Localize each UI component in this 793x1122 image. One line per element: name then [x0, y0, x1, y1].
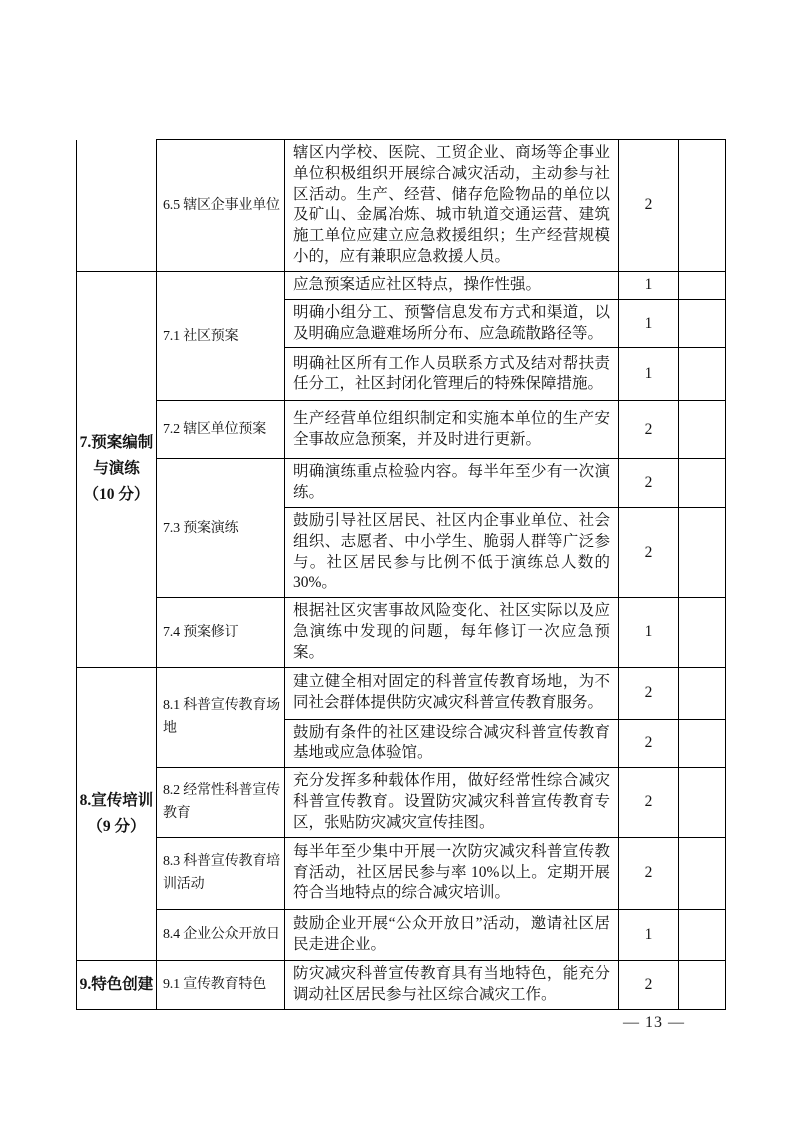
- item-label: 8.2 经常性科普宣传教育: [157, 768, 285, 837]
- score-value: 1: [619, 909, 679, 960]
- mark-cell: [679, 348, 726, 401]
- mark-cell: [679, 271, 726, 299]
- category-cell: [77, 140, 157, 272]
- score-value: 2: [619, 459, 679, 508]
- evaluation-table: [76, 139, 726, 1010]
- category-cell: 7.预案编制与演练（10 分）: [77, 271, 157, 667]
- mark-cell: [679, 140, 726, 272]
- mark-cell: [679, 960, 726, 1009]
- score-value: 1: [619, 299, 679, 348]
- item-label: 8.1 科普宣传教育场地: [157, 667, 285, 768]
- criterion-text: 根据社区灾害事故风险变化、社区实际以及应急演练中发现的问题，每年修订一次应急预案。: [285, 598, 619, 667]
- mark-cell: [679, 837, 726, 909]
- criterion-text: 明确演练重点检验内容。每半年至少有一次演练。: [285, 459, 619, 508]
- mark-cell: [679, 598, 726, 667]
- score-value: 2: [619, 960, 679, 1009]
- score-value: 1: [619, 348, 679, 401]
- criterion-text: 建立健全相对固定的科普宣传教育场地，为不同社会群体提供防灾减灾科普宣传教育服务。: [285, 667, 619, 719]
- item-label: 7.3 预案演练: [157, 459, 285, 598]
- mark-cell: [679, 719, 726, 768]
- score-value: 2: [619, 719, 679, 768]
- item-label: 7.4 预案修订: [157, 598, 285, 667]
- score-value: 1: [619, 271, 679, 299]
- score-value: 2: [619, 837, 679, 909]
- mark-cell: [679, 459, 726, 508]
- item-label: 8.4 企业公众开放日: [157, 909, 285, 960]
- score-value: 2: [619, 507, 679, 597]
- criterion-text: 生产经营单位组织制定和实施本单位的生产安全事故应急预案，并及时进行更新。: [285, 401, 619, 459]
- mark-cell: [679, 507, 726, 597]
- criterion-text: 辖区内学校、医院、工贸企业、商场等企事业单位积极组织开展综合减灾活动，主动参与社区活动。生产、经营、储存危险物品的单位以及矿山、金属冶炼、城市轨道交通运营、建筑施工单位应建立应急救援组织；生产经营规模小的，应有兼职应急救援人员。: [285, 140, 619, 272]
- criterion-text: 鼓励企业开展“公众开放日”活动，邀请社区居民走进企业。: [285, 909, 619, 960]
- criterion-text: 防灾减灾科普宣传教育具有当地特色，能充分调动社区居民参与社区综合减灾工作。: [285, 960, 619, 1009]
- criterion-text: 鼓励有条件的社区建设综合减灾科普宣传教育基地或应急体验馆。: [285, 719, 619, 768]
- criterion-text: 充分发挥多种载体作用，做好经常性综合减灾科普宣传教育。设置防灾减灾科普宣传教育专区，张贴防灾减灾宣传挂图。: [285, 768, 619, 837]
- criterion-text: 鼓励引导社区居民、社区内企事业单位、社会组织、志愿者、中小学生、脆弱人群等广泛参与。社区居民参与比例不低于演练总人数的30%。: [285, 507, 619, 597]
- category-cell: 8.宣传培训（9 分）: [77, 667, 157, 960]
- criterion-text: 明确社区所有工作人员联系方式及结对帮扶责任分工，社区封闭化管理后的特殊保障措施。: [285, 348, 619, 401]
- mark-cell: [679, 768, 726, 837]
- score-value: 1: [619, 598, 679, 667]
- score-value: 2: [619, 667, 679, 719]
- item-label: 9.1 宣传教育特色: [157, 960, 285, 1009]
- item-label: 7.2 辖区单位预案: [157, 401, 285, 459]
- mark-cell: [679, 909, 726, 960]
- score-value: 2: [619, 768, 679, 837]
- score-value: 2: [619, 401, 679, 459]
- score-value: 2: [619, 140, 679, 272]
- category-cell: 9.特色创建: [77, 960, 157, 1009]
- item-label: 8.3 科普宣传教育培训活动: [157, 837, 285, 909]
- item-label: 7.1 社区预案: [157, 271, 285, 401]
- mark-cell: [679, 299, 726, 348]
- mark-cell: [679, 401, 726, 459]
- mark-cell: [679, 667, 726, 719]
- page-number: — 13 —: [623, 1014, 685, 1031]
- criterion-text: 应急预案适应社区特点，操作性强。: [285, 271, 619, 299]
- item-label: 6.5 辖区企事业单位: [157, 140, 285, 272]
- criterion-text: 明确小组分工、预警信息发布方式和渠道，以及明确应急避难场所分布、应急疏散路径等。: [285, 299, 619, 348]
- criterion-text: 每半年至少集中开展一次防灾减灾科普宣传教育活动，社区居民参与率 10%以上。定期开展符合当地特点的综合减灾培训。: [285, 837, 619, 909]
